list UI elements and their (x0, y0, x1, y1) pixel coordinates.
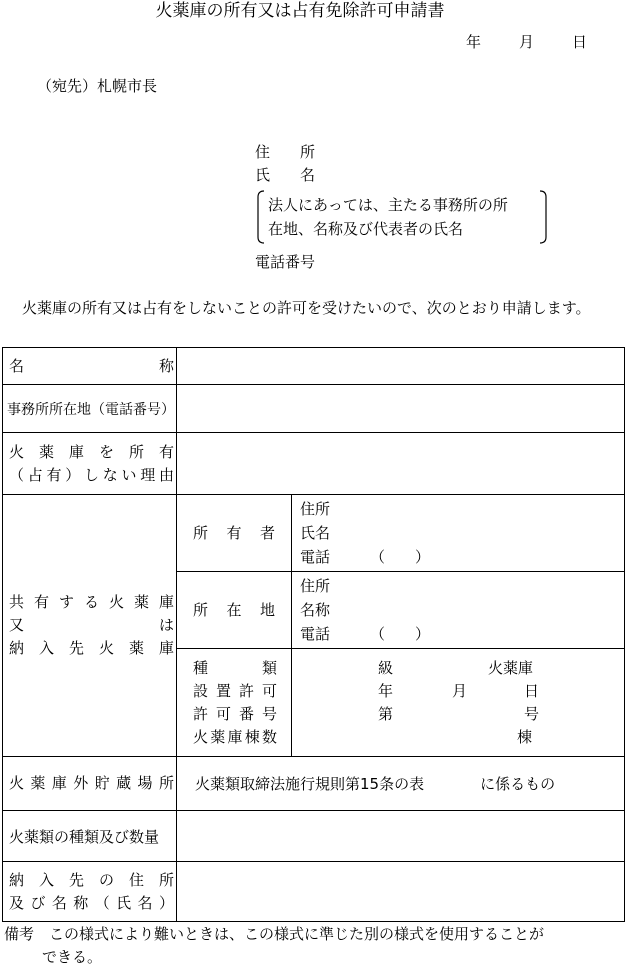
reason-label-line1: 火薬庫を所有 (9, 442, 174, 461)
outside-storage-rule: 火薬類取締法施行規則第15条の表 (195, 775, 425, 793)
explosive-kinds-value[interactable] (177, 811, 625, 862)
addressee: （宛先）札幌市長 (37, 77, 158, 95)
owner-phone-label: 電話 (300, 548, 331, 566)
magazine-count-label: 火薬庫棟数 (193, 727, 277, 746)
destination-label-line1: 納入先の住所 (9, 870, 174, 889)
corporate-note-line2: 在地、名称及び代表者の氏名 (268, 220, 464, 238)
date-year-label: 年 (466, 33, 482, 51)
shared-magazine-label-line1: 共有する火薬庫 (9, 593, 174, 611)
applicant-address-label: 住 所 (255, 143, 316, 161)
outside-storage-label: 火薬庫外貯蔵場所 (9, 774, 174, 792)
location-info[interactable] (292, 572, 625, 649)
magazine-details[interactable] (292, 649, 625, 757)
setup-permit-label: 設置許可 (193, 681, 277, 700)
office-location-label: 事務所所在地（電話番号） (7, 401, 175, 418)
magazine-suffix: 火薬庫 (488, 658, 534, 677)
outside-storage-value[interactable] (177, 757, 625, 811)
class-label: 級 (378, 658, 394, 677)
count-unit-label: 棟 (517, 727, 533, 746)
type-label: 種類 (193, 658, 277, 677)
outside-storage-suffix: に係るもの (480, 775, 556, 793)
permit-dai-label: 第 (378, 704, 394, 723)
location-name-label: 名称 (300, 601, 331, 619)
setup-month-label: 月 (452, 681, 468, 700)
date-line (466, 33, 587, 51)
remarks-line2: できる。 (42, 948, 103, 966)
reason-value[interactable] (177, 433, 625, 495)
location-phone-paren: （ ） (370, 625, 431, 643)
corporate-note-bracket (256, 190, 548, 244)
shared-magazine-label-line2: 又は (9, 616, 174, 634)
location-label: 所在地 (193, 600, 275, 619)
setup-year-label: 年 (378, 681, 394, 700)
name-field-value[interactable] (177, 348, 625, 385)
destination-value[interactable] (177, 862, 625, 922)
applicant-name-label: 氏 名 (255, 166, 316, 184)
remarks-note (4, 923, 624, 969)
office-location-value[interactable] (177, 385, 625, 433)
permit-gou-label: 号 (524, 704, 540, 723)
remarks-line1: 備考 この様式により難いときは、この様式に準じた別の様式を使用することが (4, 925, 545, 943)
date-day-label: 日 (572, 33, 588, 51)
location-address-label: 住所 (300, 577, 331, 595)
permit-number-label: 許可番号 (193, 704, 277, 723)
date-month-label: 月 (519, 33, 535, 51)
applicant-phone-label: 電話番号 (255, 253, 316, 271)
owner-phone-paren: （ ） (370, 548, 431, 566)
application-form-table (2, 347, 625, 922)
request-statement: 火薬庫の所有又は占有をしないことの許可を受けたいので、次のとおり申請します。 (22, 299, 591, 317)
name-field-label: 名称 (9, 356, 174, 375)
setup-day-label: 日 (524, 681, 540, 700)
owner-label: 所有者 (193, 523, 275, 542)
owner-info[interactable] (292, 495, 625, 572)
destination-label-line2: 及び名称（氏名） (9, 893, 174, 912)
owner-address-label: 住所 (300, 500, 331, 518)
explosive-kinds-label: 火薬類の種類及び数量 (9, 827, 160, 846)
document-title: 火薬庫の所有又は占有免除許可申請書 (155, 1, 445, 21)
location-phone-label: 電話 (300, 625, 331, 643)
shared-magazine-label-line3: 納入先火薬庫 (9, 639, 174, 657)
corporate-note-line1: 法人にあっては、主たる事務所の所 (268, 196, 508, 214)
reason-label-line2: （占有）しない理由 (9, 465, 174, 484)
owner-name-label: 氏名 (300, 524, 331, 542)
